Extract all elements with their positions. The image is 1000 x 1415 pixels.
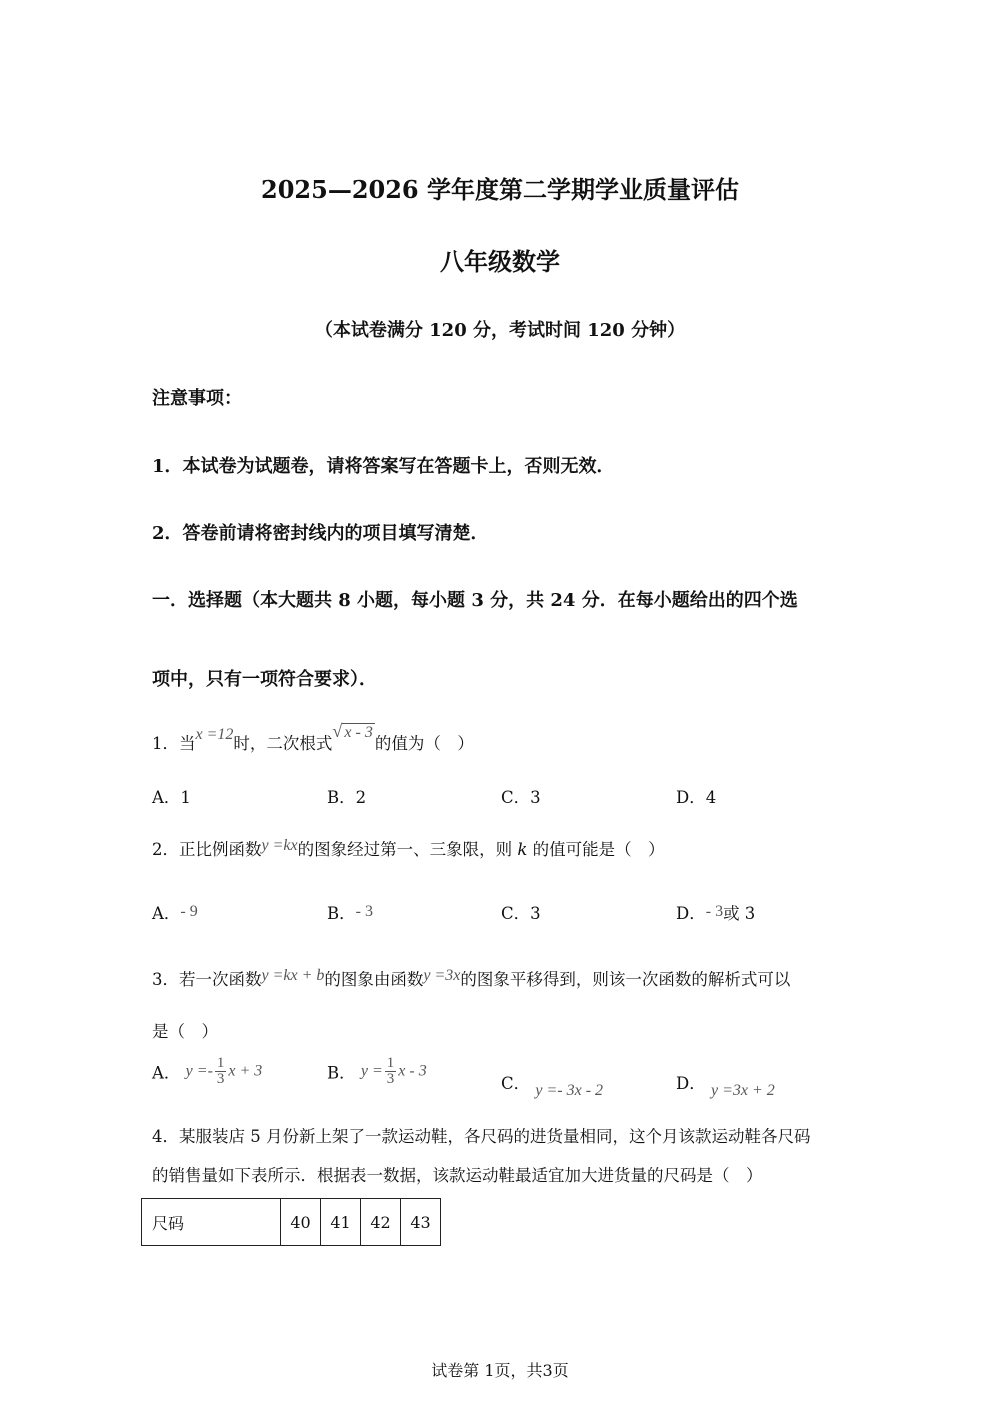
question-3 — [152, 966, 790, 990]
q1-option-a: A．1 — [152, 788, 191, 807]
q2-var: k — [517, 840, 528, 859]
question-2 — [152, 836, 665, 860]
q2-option-a: A．- 9 — [152, 903, 198, 923]
table-header-cell: 尺码 — [142, 1199, 281, 1246]
table-cell: 41 — [321, 1199, 361, 1246]
radical-sign-icon: √ — [332, 721, 343, 741]
q3-pre: 3．若一次函数 — [152, 970, 262, 989]
notice-heading: 注意事项： — [152, 388, 242, 409]
question-1 — [152, 721, 474, 754]
q3-option-c: C． y =- 3x - 2 — [501, 1074, 604, 1099]
q3-function-2: y =3x — [423, 967, 461, 984]
q3-option-b: B． y = $\frac{1}{3}$ x - 3 — [327, 1055, 427, 1087]
q2-option-c: C．3 — [501, 904, 541, 923]
page-footer: 试卷第 1页，共3页 — [431, 1361, 569, 1380]
q3-line2: 是（ ） — [152, 1022, 218, 1041]
q1-post: 的值为（ ） — [374, 734, 474, 753]
section1-line1: 一．选择题（本大题共 8 小题，每小题 3 分，共 24 分．在每小题给出的四个选 — [152, 590, 798, 611]
table-cell: 43 — [401, 1199, 441, 1246]
size-sales-table — [141, 1198, 441, 1246]
q2-option-d: D．- 3或 3 — [676, 903, 756, 923]
subject-title: 八年级数学 — [440, 247, 560, 276]
q2-function: y =kx — [261, 837, 298, 854]
q1-option-b: B．2 — [327, 788, 367, 807]
table-row — [142, 1199, 441, 1246]
q3-mid: 的图象由函数 — [324, 970, 424, 989]
q3-function-1: y =kx + b — [261, 967, 325, 984]
notice-item-1: 1．本试卷为试题卷，请将答案写在答题卡上，否则无效． — [152, 456, 615, 477]
table-cell: 42 — [361, 1199, 401, 1246]
q2-pre: 2．正比例函数 — [152, 840, 262, 859]
question-4-line1: 4．某服装店 5 月份新上架了一款运动鞋，各尺码的进货量相同，这个月该款运动鞋各尺码 — [152, 1127, 811, 1146]
question-4-line2: 的销售量如下表所示．根据表一数据，该款运动鞋最适宜加大进货量的尺码是（ ） — [152, 1166, 763, 1185]
q1-condition: x =12 — [195, 726, 234, 743]
table-cell: 40 — [281, 1199, 321, 1246]
q1-mid: 时，二次根式 — [233, 734, 333, 753]
q1-pre: 1．当 — [152, 734, 196, 753]
q1-option-c: C．3 — [501, 788, 541, 807]
q1-option-d: D．4 — [676, 788, 717, 807]
q2-post: 的值可能是（ ） — [532, 840, 665, 859]
q3-option-a: A． y =- $\frac{1}{3}$ x + 3 — [152, 1055, 263, 1087]
q3-post: 的图象平移得到，则该一次函数的解析式可以 — [460, 970, 791, 989]
q2-mid: 的图象经过第一、三象限，则 — [297, 840, 513, 859]
q1-radical: √ x - 3 — [332, 721, 373, 741]
q2-option-b: B．- 3 — [327, 903, 373, 923]
exam-info: （本试卷满分 120 分，考试时间 120 分钟） — [314, 320, 686, 341]
section1-line2: 项中，只有一项符合要求）． — [152, 669, 377, 690]
notice-item-2: 2．答卷前请将密封线内的项目填写清楚． — [152, 523, 489, 544]
q3-option-d: D． y =3x + 2 — [676, 1074, 775, 1099]
exam-title: 2025—2026 学年度第二学期学业质量评估 — [261, 175, 739, 204]
